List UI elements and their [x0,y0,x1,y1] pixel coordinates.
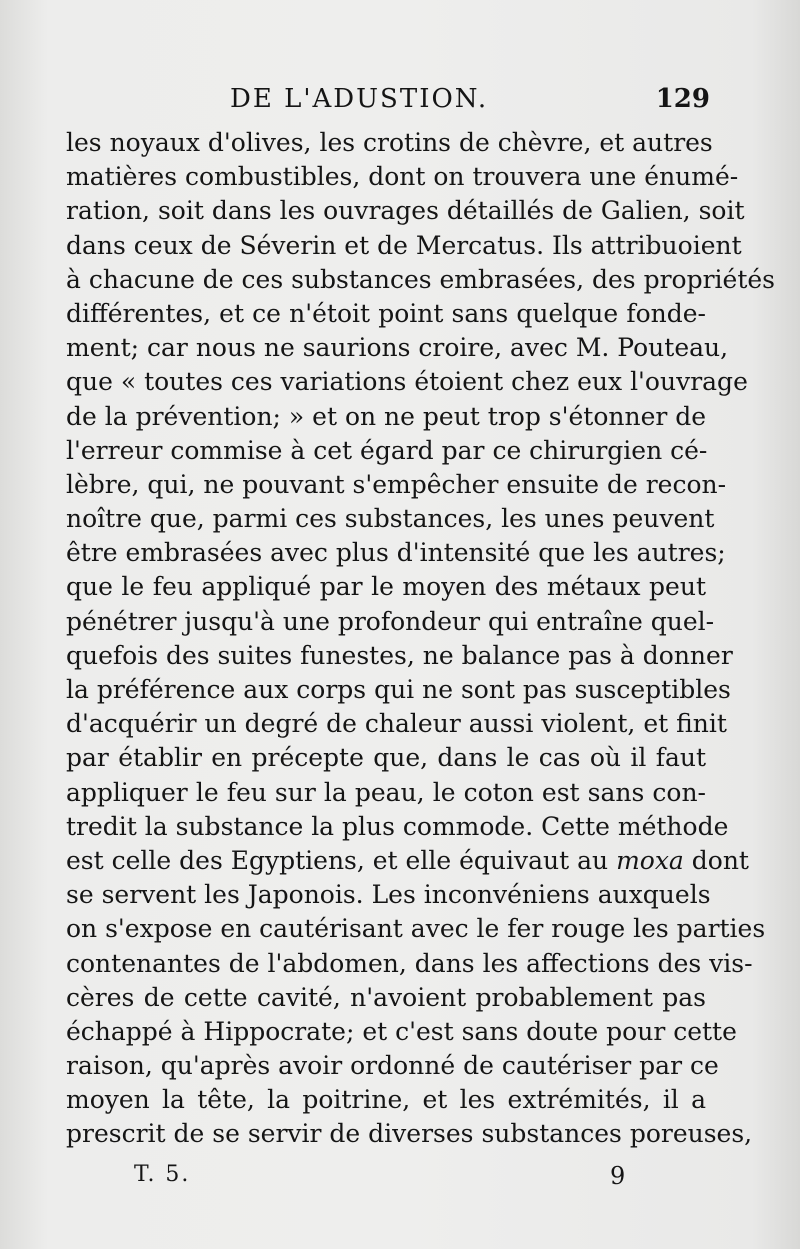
text-segment: ration, soit dans les ouvrages détaillés de Galien, soit [66,196,745,226]
text-line [66,570,706,604]
text-segment: la préférence aux corps qui ne sont pas susceptibles [66,675,731,704]
text-line [66,194,745,228]
text-segment: dans ceux de Séverin et de Mercatus. Ils attribuoient [66,230,742,260]
text-line [66,707,727,741]
text-line [66,229,742,263]
body-text [66,126,776,1152]
text-line [66,741,706,775]
text-line [66,844,749,878]
text-line [66,1015,737,1049]
text-line [66,981,706,1015]
text-line [66,912,766,946]
text-line [66,468,727,502]
text-line [66,639,733,673]
text-line [66,810,729,844]
text-line [66,297,706,331]
text-segment: est celle des Egyptiens, et elle équivaut au [66,845,617,875]
text-segment: ment; car nous ne saurions croire, avec M. Pouteau, [66,333,729,363]
text-line [66,365,748,399]
text-line [66,126,713,160]
text-segment: être embrasées avec plus d'intensité que les autres; [66,538,726,568]
text-line [66,1117,753,1151]
text-segment: de la prévention; » et on ne peut trop s'étonner de [66,401,707,431]
volume-mark: T. 5. [134,1162,191,1187]
text-segment: à chacune de ces substances embrasées, des propriétés [66,264,776,294]
text-segment: appliquer le feu sur la peau, le coton est sans con- [66,777,706,807]
text-segment: on s'expose en cautérisant avec le fer rouge les parties [66,914,766,944]
text-line [66,1083,706,1117]
text-segment: échappé à Hippocrate; et c'est sans doute pour cette [66,1016,737,1046]
text-line [66,1049,719,1083]
italic-term: moxa [616,845,684,875]
text-line [66,878,711,912]
text-segment: d'acquérir un degré de chaleur aussi violent, et finit [66,709,727,739]
text-segment: dont [683,845,749,875]
signature-mark: 9 [610,1162,626,1190]
text-segment: matières combustibles, dont on trouvera une énumé- [66,162,739,192]
text-line [66,776,706,810]
text-line [66,536,726,570]
text-segment: que « toutes ces variations étoient chez eux l'ouvrage [66,367,748,397]
text-segment: que le feu appliqué par le moyen des métaux peut [66,572,706,602]
text-segment: différentes, et ce n'étoit point sans quelque fonde- [66,298,706,328]
text-segment: contenantes de l'abdomen, dans les affections des vis- [66,948,753,978]
text-segment: pénétrer jusqu'à une profondeur qui entraîne quel- [66,606,715,636]
text-segment: tredit la substance la plus commode. Cette méthode [66,811,729,841]
text-segment: les noyaux d'olives, les crotins de chèvre, et autres [66,128,713,157]
text-segment: l'erreur commise à cet égard par ce chirurgien cé- [66,435,708,465]
text-line [66,502,715,536]
text-line [66,400,706,434]
text-line [66,160,739,194]
text-segment: prescrit de se servir de diverses substances poreuses, [66,1119,753,1149]
text-segment: quefois des suites funestes, ne balance pas à donner [66,640,733,670]
text-segment: lèbre, qui, ne pouvant s'empêcher ensuite de recon- [66,469,727,499]
page-number: 129 [655,84,710,114]
text-segment: cères de cette cavité, n'avoient probablement pas [66,982,706,1012]
text-segment: raison, qu'après avoir ordonné de cautériser par ce [66,1051,719,1081]
page-footer [60,1162,710,1198]
text-line [66,947,753,981]
text-line [66,263,776,297]
text-line [66,434,706,468]
text-segment: se servent les Japonois. Les inconvéniens auxquels [66,880,711,910]
text-segment: noître que, parmi ces substances, les unes peuvent [66,504,715,534]
text-line [66,605,715,639]
running-title: DE L'ADUSTION. [230,84,489,114]
text-line [66,673,731,707]
text-segment: moyen la tête, la poitrine, et les extrémités, il a [66,1085,706,1115]
text-line [66,331,729,365]
running-head [60,84,710,124]
text-segment: par établir en précepte que, dans le cas où il faut [66,743,706,773]
